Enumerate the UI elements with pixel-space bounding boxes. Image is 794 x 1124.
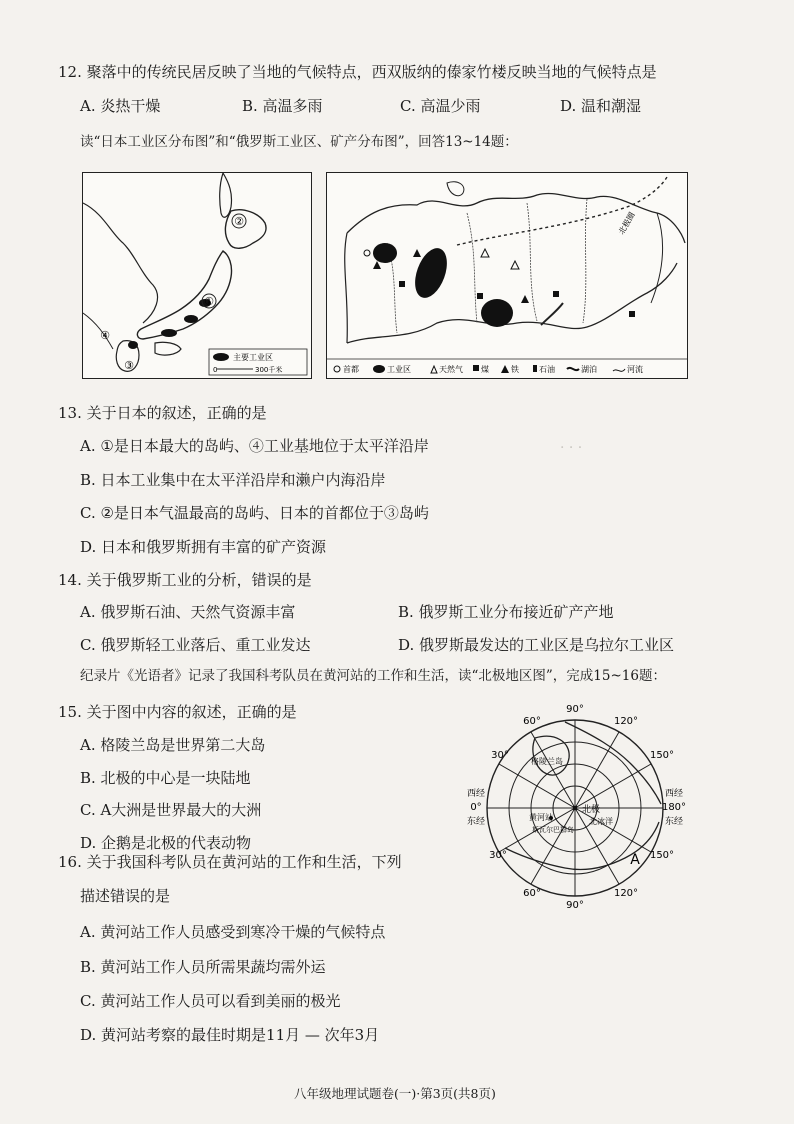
q13-option-d: D. 日本和俄罗斯拥有丰富的矿产资源	[80, 538, 327, 556]
q13-option-b: B. 日本工业集中在太平洋沿岸和濑户内海沿岸	[80, 471, 386, 489]
q13-option-c: C. ②是日本气温最高的岛屿、日本的首都位于③岛屿	[80, 504, 429, 522]
q12-option-d: D. 温和潮湿	[560, 97, 642, 115]
q15-option-d: D. 企鹅是北极的代表动物	[80, 834, 252, 852]
lon-180: 180°	[661, 802, 687, 813]
q12-option-a: A. 炎热干燥	[80, 97, 161, 115]
arctic-region-map	[460, 700, 690, 912]
lon-90-top: 90°	[566, 704, 584, 715]
yellow-river-station-label: 黄河站	[529, 813, 553, 822]
japan-scale-label: 300千米	[255, 366, 283, 374]
lon-60-top: 60°	[523, 716, 541, 727]
q12-stem: 12. 聚落中的传统民居反映了当地的气候特点，西双版纳的傣家竹楼反映当地的气候特点是	[58, 63, 657, 81]
q12-option-b: B. 高温多雨	[242, 97, 323, 115]
lon-30-bottom: 30°	[489, 850, 507, 861]
q16-stem-line2: 描述错误的是	[80, 887, 171, 905]
page-footer: 八年级地理试题卷(一)·第3页(共8页)	[294, 1086, 496, 1101]
q13-stem: 13. 关于日本的叙述，正确的是	[58, 404, 267, 422]
q15-stem: 15. 关于图中内容的叙述，正确的是	[58, 703, 297, 721]
lon-120-bottom: 120°	[613, 888, 639, 899]
q14-option-b: B. 俄罗斯工业分布接近矿产产地	[398, 603, 614, 621]
q16-option-d: D. 黄河站考察的最佳时期是11月 — 次年3月	[80, 1026, 380, 1044]
arctic-circle-label: 北极圈	[616, 210, 637, 236]
russia-legend-river: 河流	[627, 365, 643, 374]
north-pole-label: 北极	[581, 805, 601, 815]
japan-label-4: ④	[100, 329, 110, 342]
q15-option-c: C. A大洲是世界最大的大洲	[80, 801, 262, 819]
lon-150-bottom: 150°	[649, 850, 675, 861]
japan-label-1: ①	[204, 295, 214, 308]
intro-15-16: 纪录片《光语者》记录了我国科考队员在黄河站的工作和生活，读“北极地区图”，完成15~16题：	[80, 668, 666, 684]
svalbard-label: 斯瓦尔巴群岛	[532, 826, 574, 834]
lon-90-bottom: 90°	[566, 900, 584, 911]
greenland-label: 格陵兰岛	[531, 757, 563, 766]
russia-legend-lake: 湖泊	[581, 365, 597, 374]
russia-industry-map	[326, 172, 688, 379]
japan-label-2: ②	[234, 215, 244, 228]
russia-legend-gas: 天然气	[439, 365, 463, 374]
russia-map-svg	[327, 173, 687, 378]
arctic-ocean-label: 北冰洋	[589, 817, 613, 826]
q16-stem-line1: 16. 关于我国科考队员在黄河站的工作和生活，下列	[58, 853, 402, 871]
intro-13-14: 读“日本工业区分布图”和“俄罗斯工业区、矿产分布图”，回答13~14题：	[80, 134, 518, 150]
continent-a-label: A	[630, 852, 640, 868]
lon-150-top: 150°	[649, 750, 675, 761]
east-label-right: 东经	[664, 817, 684, 827]
q15-option-a: A. 格陵兰岛是世界第二大岛	[80, 736, 266, 754]
lon-30-top: 30°	[491, 750, 509, 761]
q14-option-c: C. 俄罗斯轻工业落后、重工业发达	[80, 636, 311, 654]
russia-legend-iron: 铁	[511, 365, 519, 374]
q16-option-c: C. 黄河站工作人员可以看到美丽的极光	[80, 992, 341, 1010]
russia-legend-oil: 石油	[539, 365, 555, 374]
q14-option-a: A. 俄罗斯石油、天然气资源丰富	[80, 603, 296, 621]
q12-option-c: C. 高温少雨	[400, 97, 481, 115]
west-label-left: 西经	[466, 789, 486, 799]
japan-map-svg	[83, 173, 311, 378]
japan-legend-industry: 主要工业区	[233, 353, 273, 362]
russia-legend-industry: 工业区	[387, 365, 411, 374]
russia-legend-coal: 煤	[481, 365, 489, 374]
japan-industry-map	[82, 172, 312, 379]
japan-label-3: ③	[124, 359, 134, 372]
lon-120-top: 120°	[613, 716, 639, 727]
west-label-right: 西经	[664, 789, 684, 799]
russia-legend-capital: 首都	[343, 365, 359, 374]
lon-0: 0°	[470, 802, 482, 813]
q14-stem: 14. 关于俄罗斯工业的分析，错误的是	[58, 571, 312, 589]
bleed-through-decoration: · · ·	[560, 440, 583, 456]
japan-scale-zero: 0	[213, 366, 218, 374]
q14-option-d: D. 俄罗斯最发达的工业区是乌拉尔工业区	[398, 636, 675, 654]
lon-60-bottom: 60°	[523, 888, 541, 899]
q16-option-b: B. 黄河站工作人员所需果蔬均需外运	[80, 958, 326, 976]
q16-option-a: A. 黄河站工作人员感受到寒冷干燥的气候特点	[80, 923, 386, 941]
q15-option-b: B. 北极的中心是一块陆地	[80, 769, 251, 787]
q13-option-a: A. ①是日本最大的岛屿、④工业基地位于太平洋沿岸	[80, 437, 429, 455]
east-label-left: 东经	[466, 817, 486, 827]
